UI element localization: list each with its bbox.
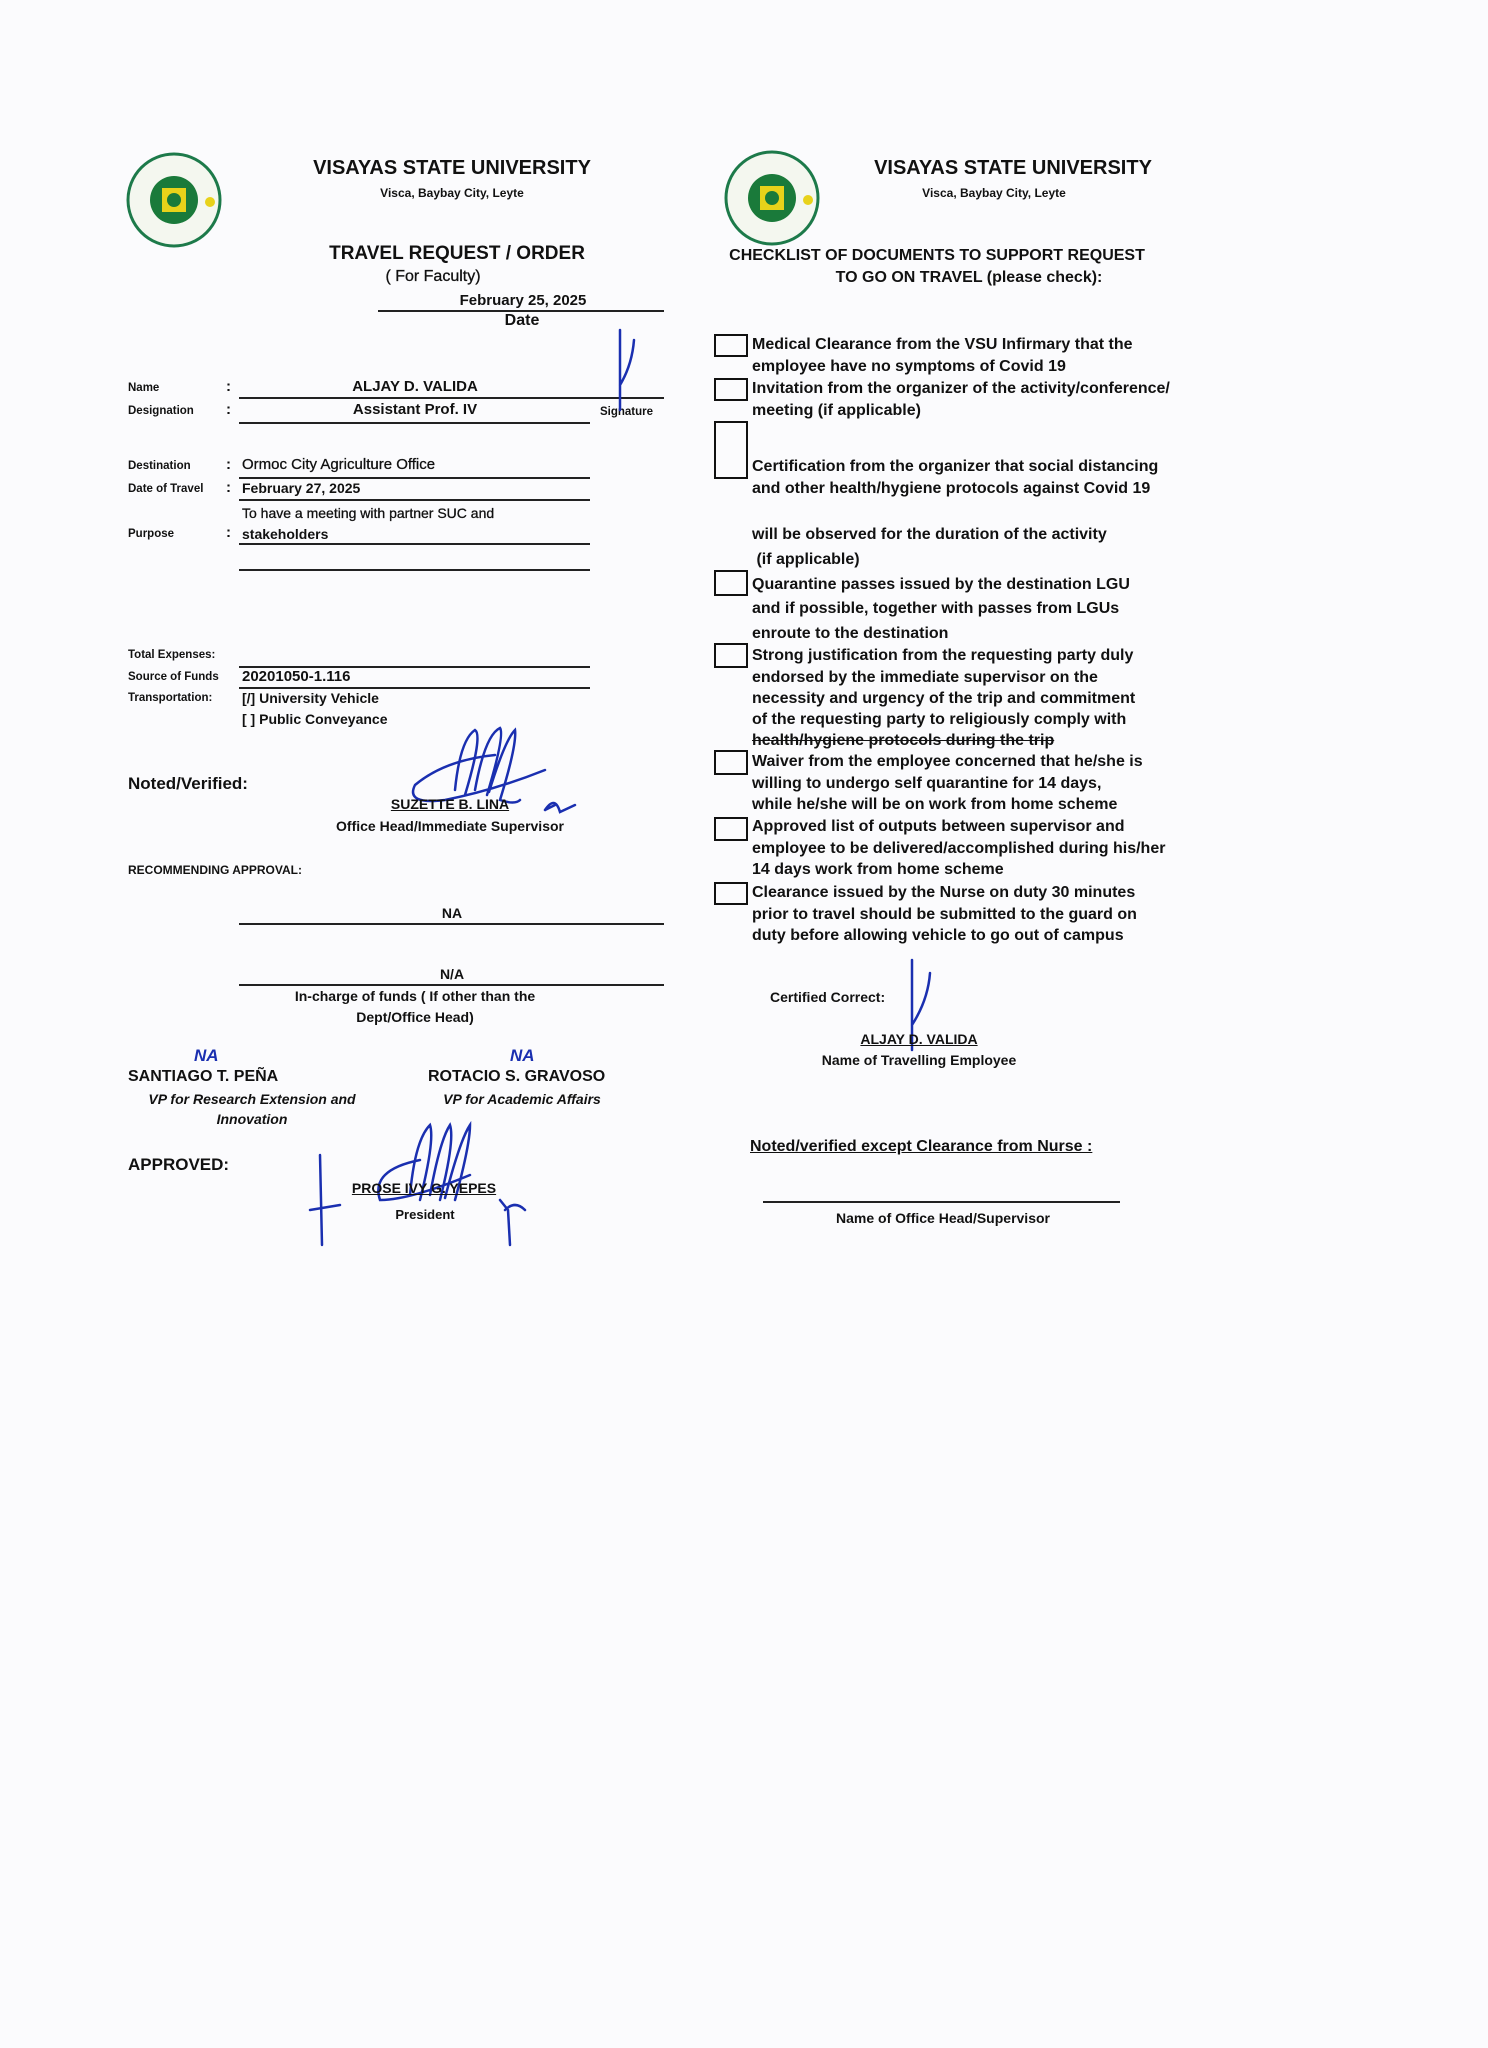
colon: : xyxy=(226,479,231,496)
transport-university-vehicle[interactable]: [/] University Vehicle xyxy=(242,690,379,706)
checklist-item-text: Waiver from the employee concerned that he/she is xyxy=(752,753,1143,770)
destination-label: Destination xyxy=(128,460,191,472)
destination-value: Ormoc City Agriculture Office xyxy=(242,456,436,473)
checklist-item-text: (if applicable) xyxy=(752,551,860,568)
purpose-line xyxy=(239,543,590,545)
president-signature xyxy=(300,1100,540,1250)
checkbox-invitation[interactable] xyxy=(714,378,748,401)
checklist-item-text: Medical Clearance from the VSU Infirmary that the xyxy=(752,336,1133,353)
checklist-item-text: and other health/hygiene protocols against Covid 19 xyxy=(752,480,1151,497)
university-seal-logo xyxy=(126,152,222,248)
checklist-item-text: meeting (if applicable) xyxy=(752,402,921,419)
colon: : xyxy=(226,378,231,395)
date-of-travel-value: February 27, 2025 xyxy=(242,480,361,496)
checkbox-waiver[interactable] xyxy=(714,750,748,775)
vp1-na-mark: NA xyxy=(194,1046,219,1065)
funds-caption-1: In-charge of funds ( If other than the xyxy=(294,988,536,1004)
president-title: President xyxy=(395,1207,455,1222)
colon: : xyxy=(226,401,231,418)
date-of-travel-line xyxy=(239,499,590,501)
employee-name: ALJAY D. VALIDA xyxy=(860,1031,978,1047)
purpose-line-2: stakeholders xyxy=(242,526,329,542)
colon: : xyxy=(226,524,231,541)
transport-public-conveyance[interactable]: [ ] Public Conveyance xyxy=(242,711,388,727)
request-date: February 25, 2025 xyxy=(459,292,587,309)
funds-caption-2: Dept/Office Head) xyxy=(356,1009,474,1025)
checklist-item-text: duty before allowing vehicle to go out of campus xyxy=(752,927,1124,944)
checklist-item-text: will be observed for the duration of the activity xyxy=(752,526,1107,543)
designation-label: Designation xyxy=(128,405,194,417)
purpose-line-1: To have a meeting with partner SUC and xyxy=(242,505,495,521)
checkbox-quarantine-passes[interactable] xyxy=(714,570,748,596)
vp1-title-2: Innovation xyxy=(216,1111,288,1127)
university-name: VISAYAS STATE UNIVERSITY xyxy=(874,157,1152,179)
checklist-item-text: Approved list of outputs between supervisor and xyxy=(752,818,1125,835)
noted-except-label: Noted/verified except Clearance from Nurse : xyxy=(750,1138,1093,1155)
university-seal-logo xyxy=(724,150,820,246)
approved-label: APPROVED: xyxy=(128,1155,230,1174)
checkbox-approved-outputs[interactable] xyxy=(714,817,748,841)
checklist-item-text: prior to travel should be submitted to the guard on xyxy=(752,906,1137,923)
checklist-item-text: 14 days work from home scheme xyxy=(752,861,1004,878)
vp2-name: ROTACIO S. GRAVOSO xyxy=(428,1068,606,1085)
university-name: VISAYAS STATE UNIVERSITY xyxy=(313,157,591,179)
office-head-signature-line xyxy=(763,1201,1120,1203)
checklist-item-text: Invitation from the organizer of the activity/conference/ xyxy=(752,380,1170,397)
checkbox-strong-justification[interactable] xyxy=(714,643,748,668)
office-head-caption: Name of Office Head/Supervisor xyxy=(836,1210,1050,1226)
president-name: PROSE IVY G. YEPES xyxy=(351,1180,497,1196)
checklist-title-1: CHECKLIST OF DOCUMENTS TO SUPPORT REQUEST xyxy=(729,247,1145,264)
name-line xyxy=(239,397,664,399)
checklist-item-text: employee have no symptoms of Covid 19 xyxy=(752,358,1066,375)
applicant-signature xyxy=(610,325,640,415)
vp2-title: VP for Academic Affairs xyxy=(443,1091,601,1107)
checklist-item-text: Clearance issued by the Nurse on duty 30 minutes xyxy=(752,884,1136,901)
recommending-approval-label: RECOMMENDING APPROVAL: xyxy=(128,863,302,877)
designation-value: Assistant Prof. IV xyxy=(352,401,478,418)
university-address: Visca, Baybay City, Leyte xyxy=(380,186,524,200)
checklist-item-text: Strong justification from the requesting party duly xyxy=(752,647,1134,664)
destination-line xyxy=(239,477,590,479)
vp1-title-1: VP for Research Extension and xyxy=(148,1091,356,1107)
transportation-label: Transportation: xyxy=(128,692,213,704)
total-expenses-label: Total Expenses: xyxy=(128,649,216,661)
checklist-item-text: Certification from the organizer that social distancing xyxy=(752,458,1159,475)
colon: : xyxy=(226,456,231,473)
purpose-label: Purpose xyxy=(128,528,175,540)
checkbox-nurse-clearance[interactable] xyxy=(714,882,748,905)
purpose-blank-line xyxy=(239,569,590,571)
checklist-item-text: necessity and urgency of the trip and commitment xyxy=(752,690,1136,707)
supervisor-name: SUZETTE B. LINA xyxy=(390,796,510,812)
name-label: Name xyxy=(128,382,160,394)
source-of-funds-label: Source of Funds xyxy=(128,671,219,683)
certified-correct-label: Certified Correct: xyxy=(770,989,886,1005)
checklist-item-text: enroute to the destination xyxy=(752,625,949,642)
form-subtitle: ( For Faculty) xyxy=(385,268,481,285)
name-value: ALJAY D. VALIDA xyxy=(352,378,478,395)
supervisor-title: Office Head/Immediate Supervisor xyxy=(336,818,564,834)
checklist-item-text: endorsed by the immediate supervisor on the xyxy=(752,669,1098,686)
checklist-item-text: Quarantine passes issued by the destination LGU xyxy=(752,576,1130,593)
employee-caption: Name of Travelling Employee xyxy=(821,1052,1017,1068)
form-title: TRAVEL REQUEST / ORDER xyxy=(329,243,585,264)
checklist-item-text: and if possible, together with passes from LGUs xyxy=(752,600,1120,617)
checkbox-medical-clearance[interactable] xyxy=(714,334,748,357)
source-of-funds-value: 20201050-1.116 xyxy=(242,668,351,685)
funds-incharge-line xyxy=(239,984,664,986)
date-of-travel-label: Date of Travel xyxy=(128,483,204,495)
recommending-na: NA xyxy=(441,905,463,921)
recommending-line xyxy=(239,923,664,925)
vp1-name: SANTIAGO T. PEÑA xyxy=(128,1068,279,1085)
signature-label: Signature xyxy=(600,406,654,418)
checklist-item-text: willing to undergo self quarantine for 14 days, xyxy=(752,775,1102,792)
source-of-funds-line xyxy=(239,687,590,689)
checklist-title-2: TO GO ON TRAVEL (please check): xyxy=(835,269,1103,286)
designation-line xyxy=(239,422,590,424)
date-label: Date xyxy=(504,312,540,329)
checklist-item-text: health/hygiene protocols during the trip xyxy=(752,732,1055,749)
funds-incharge-na: N/A xyxy=(439,966,465,982)
checkbox-certification[interactable] xyxy=(714,421,748,479)
checklist-item-text: while he/she will be on work from home scheme xyxy=(752,796,1118,813)
vp2-na-mark: NA xyxy=(510,1046,535,1065)
checklist-item-text: employee to be delivered/accomplished during his/her xyxy=(752,840,1166,857)
university-address: Visca, Baybay City, Leyte xyxy=(922,186,1066,200)
checklist-item-text: of the requesting party to religiously comply with xyxy=(752,711,1127,728)
noted-verified-label: Noted/Verified: xyxy=(128,774,248,793)
